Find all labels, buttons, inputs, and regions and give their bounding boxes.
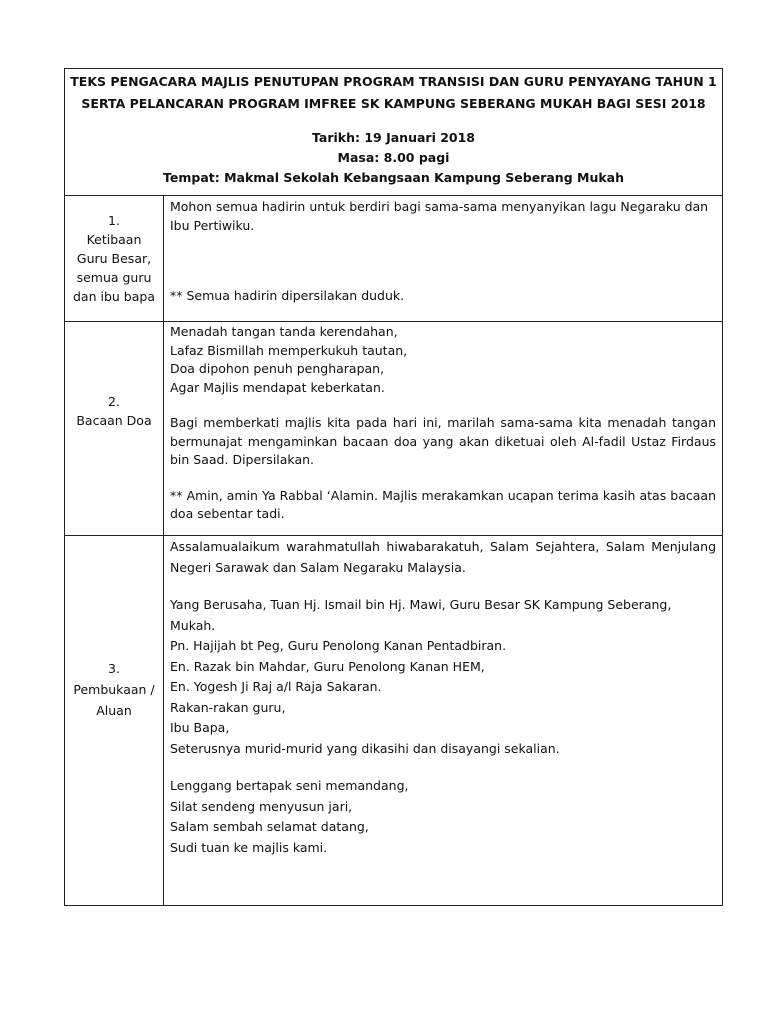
guest-list — [170, 595, 716, 759]
pantun-line: Silat sendeng menyusun jari, — [170, 798, 353, 814]
guest-line: En. Razak bin Mahdar, Guru Penolong Kanan HEM, — [170, 658, 485, 674]
section-label-2: Bacaan Doa — [76, 413, 152, 428]
section-label-cell-1 — [65, 196, 164, 322]
sit-down-note: ** Semua hadirin dipersilakan duduk. — [170, 288, 405, 303]
section-label-cell-2 — [65, 322, 164, 536]
title-line-2: SERTA PELANCARAN PROGRAM IMFREE SK KAMPUNG SEBERANG MUKAH BAGI SESI 2018 — [81, 96, 706, 111]
pantun-line: Lafaz Bismillah memperkukuh tautan, — [170, 342, 408, 358]
title-line-1: TEKS PENGACARA MAJLIS PENUTUPAN PROGRAM TRANSISI DAN GURU PENYAYANG TAHUN 1 — [70, 74, 717, 89]
section-label-1-line-4: dan ibu bapa — [73, 289, 155, 304]
section-body-cell-1 — [164, 196, 723, 322]
section-label-cell-3 — [65, 536, 164, 906]
event-date: Tarikh: 19 Januari 2018 — [311, 130, 476, 145]
guest-line: Pn. Hajijah bt Peg, Guru Penolong Kanan Pentadbiran. — [170, 638, 507, 653]
pantun-line: Sudi tuan ke majlis kami. — [170, 839, 328, 855]
section-number-1: 1. — [108, 213, 120, 228]
event-place: Tempat: Makmal Sekolah Kebangsaan Kampung Seberang Mukah — [163, 170, 624, 185]
section-label-3-line-1: Pembukaan / — [73, 682, 155, 697]
welcome-pantun — [170, 776, 716, 858]
pantun-line: Salam sembah selamat datang, — [170, 819, 369, 834]
section-label-1-line-1: Ketibaan — [86, 232, 142, 247]
section-row-2 — [65, 322, 723, 536]
document-page — [64, 68, 722, 906]
guest-line: Seterusnya murid-murid yang dikasihi dan disayangi sekalian. — [170, 740, 560, 756]
section-body-cell-3 — [164, 536, 723, 906]
program-table — [64, 68, 723, 906]
guest-line: Rakan-rakan guru, — [170, 699, 286, 715]
opening-greeting: Assalamualaikum warahmatullah hiwabarakatuh, Salam Sejahtera, Salam Menjulang Negeri Sarawak dan Salam Negaraku Malaysia. — [170, 539, 717, 575]
guest-line: Ibu Bapa, — [170, 720, 230, 735]
section-label-1-line-3: semua guru — [76, 270, 152, 285]
section-label-3-line-2: Aluan — [96, 703, 132, 718]
header-row — [65, 69, 723, 196]
section-number-2: 2. — [108, 394, 120, 409]
section-row-1 — [65, 196, 723, 322]
event-time: Masa: 8.00 pagi — [337, 150, 450, 165]
guest-line: En. Yogesh Ji Raj a/l Raja Sakaran. — [170, 679, 382, 694]
pantun-line: Menadah tangan tanda kerendahan, — [170, 324, 398, 339]
doa-pantun — [170, 323, 716, 397]
section-label-1-line-2: Guru Besar, — [76, 251, 152, 266]
pantun-line: Agar Majlis mendapat keberkatan. — [170, 379, 385, 395]
section-body-cell-2 — [164, 322, 723, 536]
pantun-line: Doa dipohon penuh pengharapan, — [170, 361, 385, 376]
doa-closing-note: ** Amin, amin Ya Rabbal ‘Alamin. Majlis merakamkan ucapan terima kasih atas bacaan doa sebentar tadi. — [170, 487, 717, 521]
header-cell — [65, 69, 723, 196]
section-number-3: 3. — [108, 661, 120, 676]
anthem-instruction: Mohon semua hadirin untuk berdiri bagi sama-sama menyanyikan lagu Negaraku dan Ibu Pertiwiku. — [170, 199, 709, 233]
section-row-3 — [65, 536, 723, 906]
pantun-line: Lenggang bertapak seni memandang, — [170, 778, 409, 793]
guest-line: Yang Berusaha, Tuan Hj. Ismail bin Hj. Mawi, Guru Besar SK Kampung Seberang, Mukah. — [170, 597, 672, 633]
doa-paragraph: Bagi memberkati majlis kita pada hari ini, marilah sama-sama kita menadah tangan bermunajat mengaminkan bacaan doa yang akan diketuai oleh Al-fadil Ustaz Firdaus bin Saad. Dipersilakan. — [170, 415, 717, 467]
